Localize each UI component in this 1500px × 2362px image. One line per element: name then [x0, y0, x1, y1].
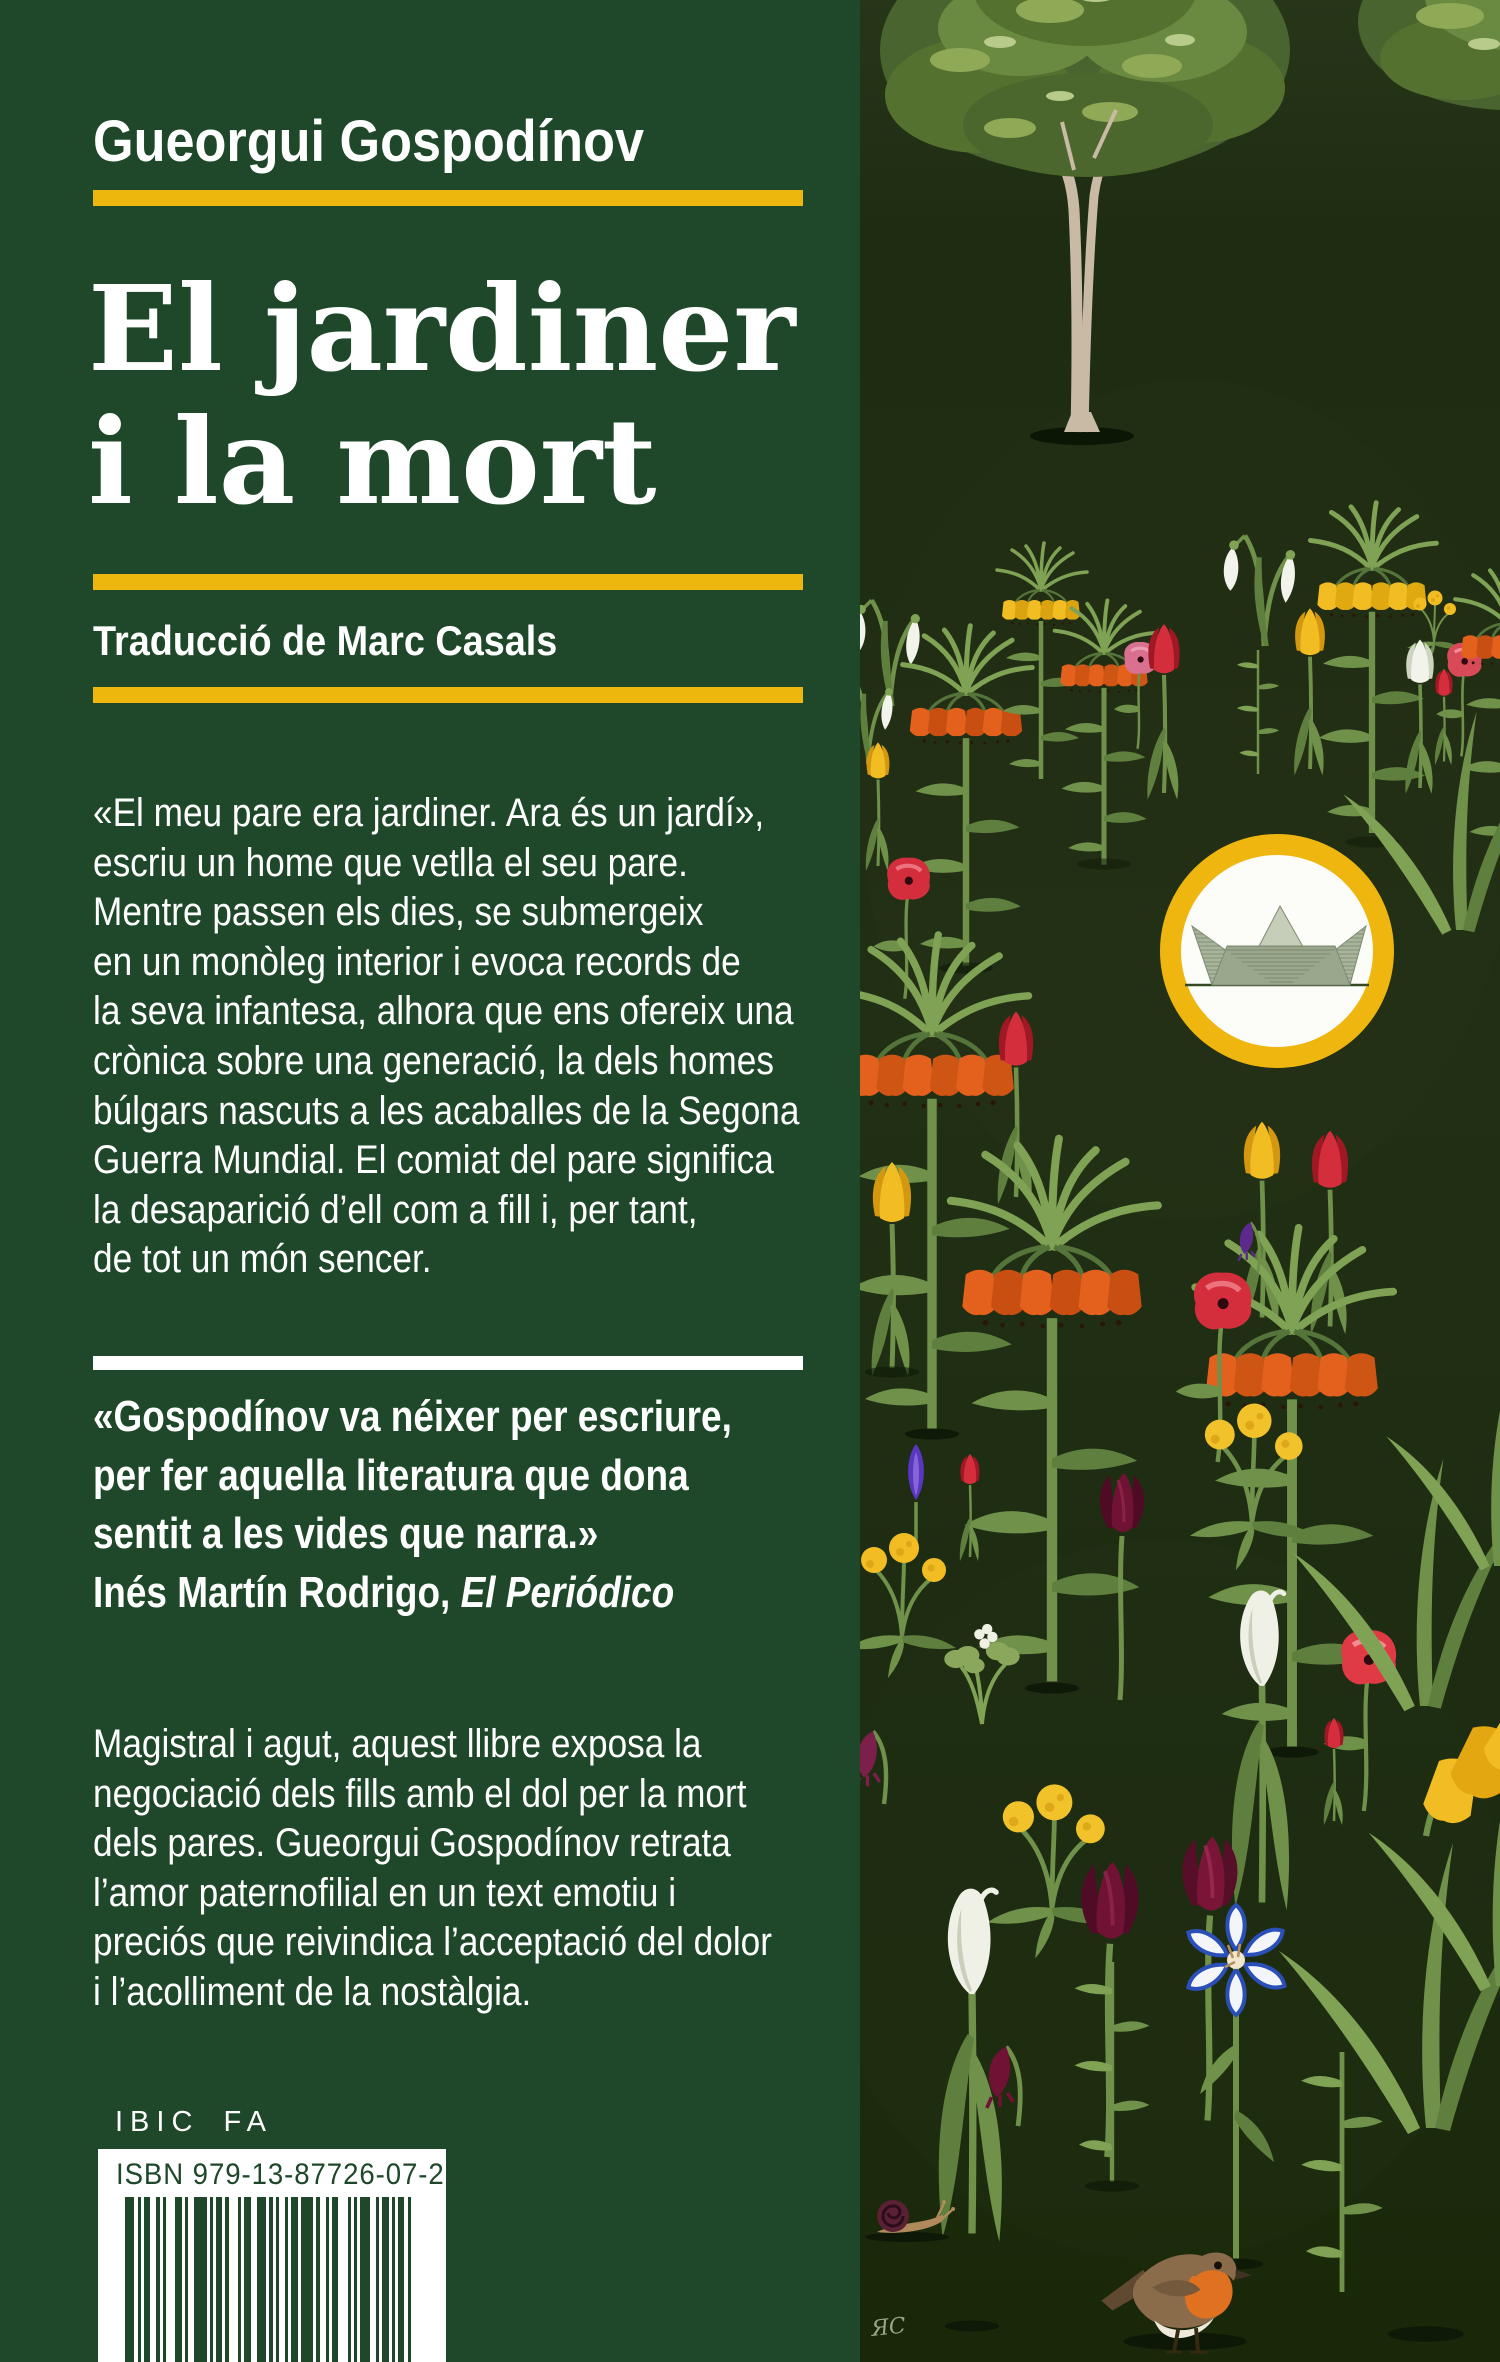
synopsis-paragraph: «El meu pare era jardiner. Ara és un jardí», escriu un home que vetlla el seu pare. Mentre passen els dies, se submergeix en un monòleg interior i evoca records de la seva infantesa, alhora que ens ofereix una crònica sobre una generació, la dels homes búlgars nascuts a les acaballes de la Segona Guerra Mundial. El comiat del pare significa la desaparició d’ell com a fill i, per tant, de tot un món sencer.: [93, 791, 800, 1282]
book-title-line2: i la mort: [88, 392, 657, 531]
quote-rule: [93, 1356, 803, 1370]
barcode-space: [411, 2197, 424, 2362]
barcode-bar: [257, 2197, 266, 2362]
isbn-panel: [98, 2149, 446, 2362]
divider-rule-mid1: [93, 574, 803, 590]
barcode-bar: [301, 2197, 314, 2362]
isbn-number: ISBN 979-13-87726-07-2: [116, 2158, 445, 2191]
book-title-line1: El jardiner: [88, 259, 796, 398]
garden-painting: [860, 0, 1500, 2362]
translator-credit: Traducció de Marc Casals: [93, 617, 558, 664]
divider-rule-mid2: [93, 687, 803, 703]
barcode-space: [229, 2197, 238, 2362]
book-title: [88, 259, 796, 531]
author-name: Gueorgui Gospodínov: [93, 109, 644, 174]
barcode: [125, 2197, 423, 2362]
review-paragraph: Magistral i agut, aquest llibre exposa la negociació dels fills amb el dol per la mort dels pares. Gueorgui Gospodínov retrata l’amor paternofilial en un text emotiu i preciós que reivindica l’acceptació del dolor i l’acolliment de la nostàlgia.: [93, 1722, 772, 2014]
quote-attribution: Inés Martín Rodrigo, El Periódico: [93, 1567, 675, 1617]
barcode-bar: [360, 2197, 369, 2362]
barcode-space: [338, 2197, 347, 2362]
barcode-bar: [194, 2197, 207, 2362]
ibic-code: IBIC FA: [115, 2106, 273, 2138]
divider-rule-top: [93, 190, 803, 206]
barcode-bar: [125, 2197, 134, 2362]
artist-signature: ЯС: [870, 2313, 908, 2342]
press-quote: «Gospodínov va néixer per escriure, per fer aquella literatura que dona sentit a les vides que narra.» Inés Martín Rodrigo, El Periódico: [93, 1388, 849, 1622]
quote-source: El Periódico: [460, 1567, 675, 1617]
publisher-logo: [1160, 834, 1394, 1068]
barcode-space: [166, 2197, 175, 2362]
